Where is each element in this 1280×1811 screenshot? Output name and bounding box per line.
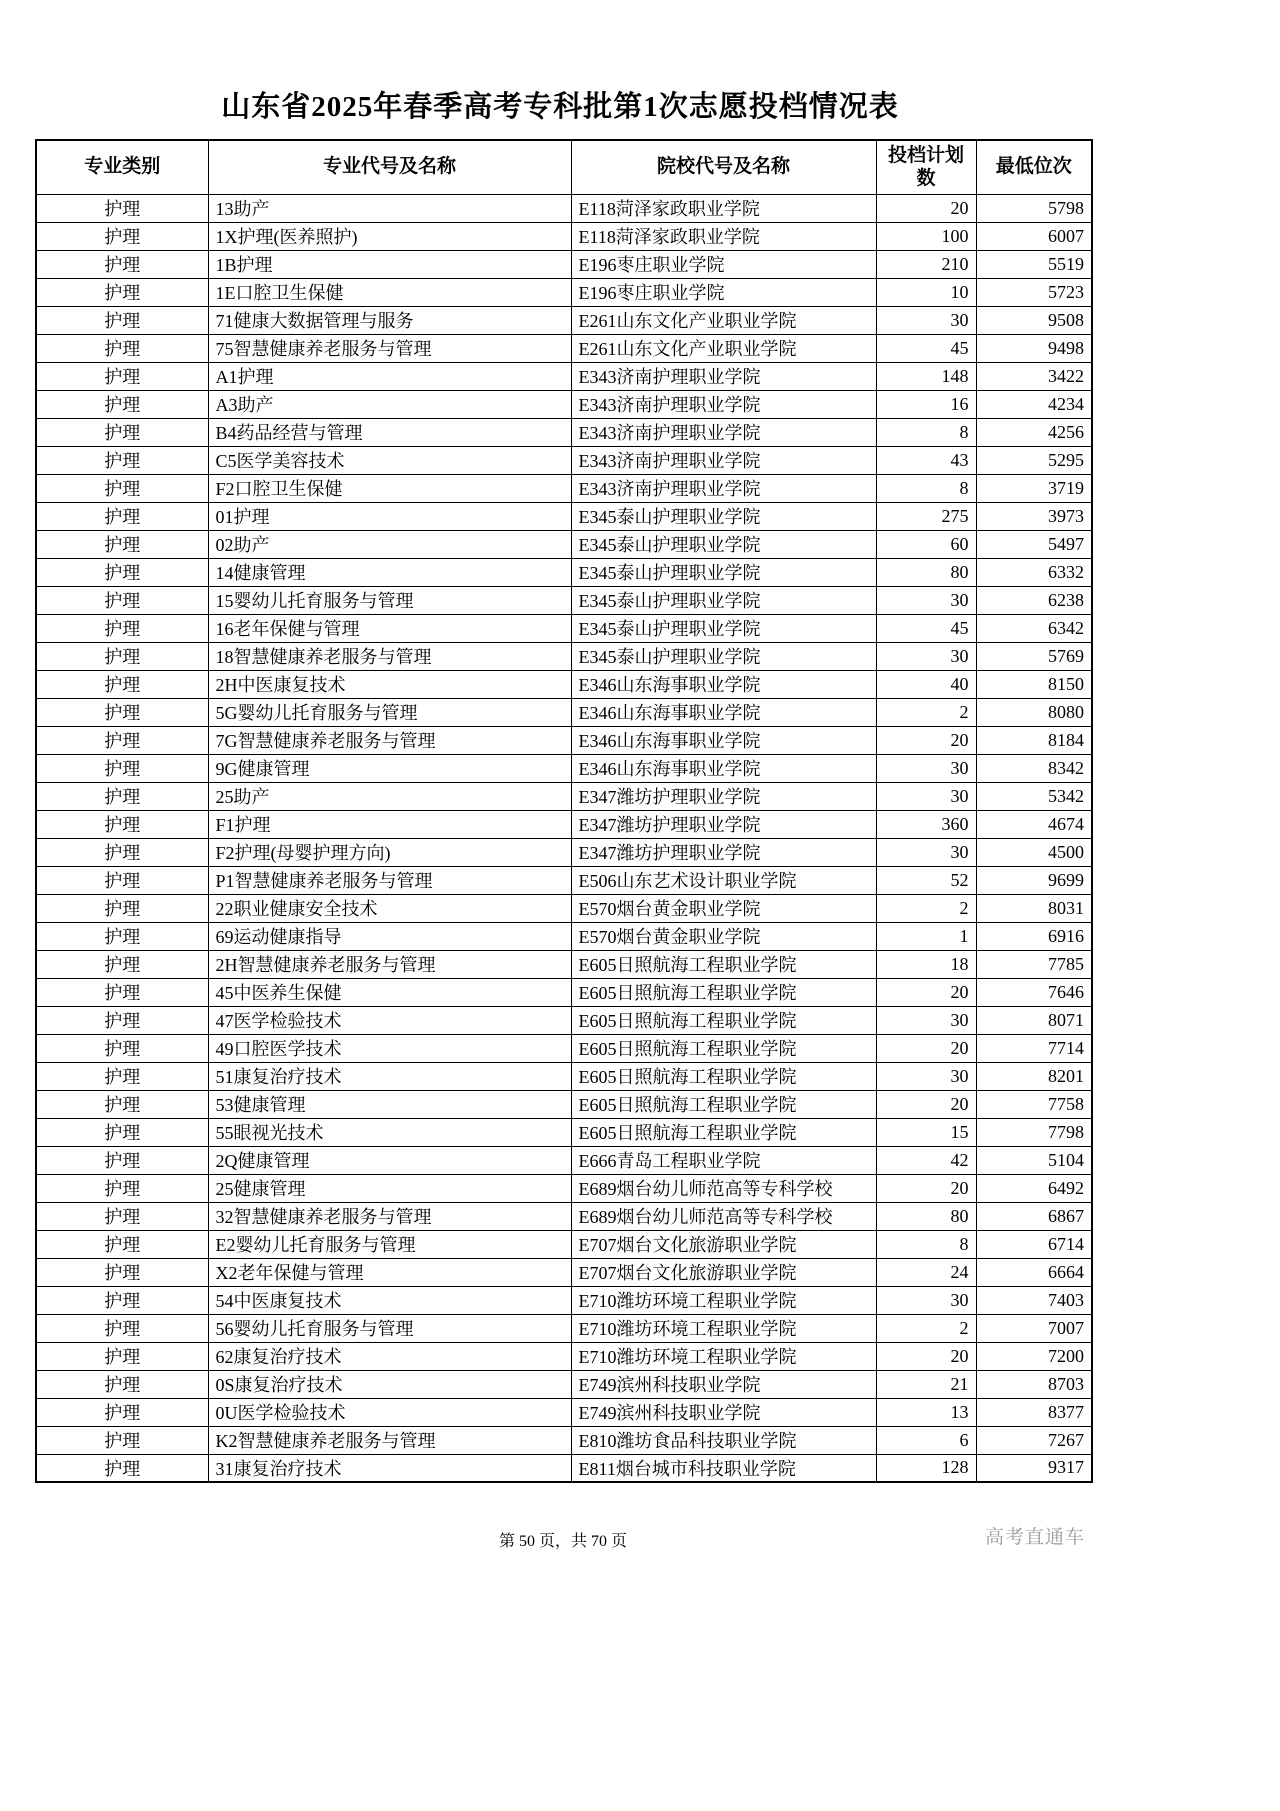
table-row xyxy=(36,1426,1092,1454)
cell-lowest-rank: 8071 xyxy=(976,1006,1092,1034)
cell-major: 18智慧健康养老服务与管理 xyxy=(208,642,571,670)
cell-major: 16老年保健与管理 xyxy=(208,614,571,642)
cell-lowest-rank: 8150 xyxy=(976,670,1092,698)
cell-category: 护理 xyxy=(36,726,208,754)
cell-college: E605日照航海工程职业学院 xyxy=(571,1006,876,1034)
cell-college: E346山东海事职业学院 xyxy=(571,726,876,754)
table-row xyxy=(36,1202,1092,1230)
cell-plan-count: 45 xyxy=(876,614,976,642)
cell-plan-count: 8 xyxy=(876,418,976,446)
cell-plan-count: 30 xyxy=(876,1286,976,1314)
cell-category: 护理 xyxy=(36,1118,208,1146)
cell-category: 护理 xyxy=(36,502,208,530)
cell-major: B4药品经营与管理 xyxy=(208,418,571,446)
cell-major: 51康复治疗技术 xyxy=(208,1062,571,1090)
table-row xyxy=(36,698,1092,726)
cell-college: E707烟台文化旅游职业学院 xyxy=(571,1230,876,1258)
cell-major: 1E口腔卫生保健 xyxy=(208,278,571,306)
cell-major: P1智慧健康养老服务与管理 xyxy=(208,866,571,894)
cell-lowest-rank: 5519 xyxy=(976,250,1092,278)
table-row xyxy=(36,362,1092,390)
admission-table xyxy=(35,139,1093,1483)
col-header-major: 专业代号及名称 xyxy=(208,140,571,194)
cell-lowest-rank: 7714 xyxy=(976,1034,1092,1062)
table-row xyxy=(36,1034,1092,1062)
cell-plan-count: 8 xyxy=(876,1230,976,1258)
cell-major: 25健康管理 xyxy=(208,1174,571,1202)
cell-plan-count: 360 xyxy=(876,810,976,838)
cell-category: 护理 xyxy=(36,446,208,474)
cell-college: E345泰山护理职业学院 xyxy=(571,502,876,530)
cell-major: F2护理(母婴护理方向) xyxy=(208,838,571,866)
cell-category: 护理 xyxy=(36,1062,208,1090)
cell-lowest-rank: 4500 xyxy=(976,838,1092,866)
cell-lowest-rank: 6007 xyxy=(976,222,1092,250)
cell-lowest-rank: 3719 xyxy=(976,474,1092,502)
cell-plan-count: 30 xyxy=(876,1062,976,1090)
cell-plan-count: 13 xyxy=(876,1398,976,1426)
cell-college: E343济南护理职业学院 xyxy=(571,390,876,418)
cell-plan-count: 275 xyxy=(876,502,976,530)
cell-major: 0U医学检验技术 xyxy=(208,1398,571,1426)
cell-plan-count: 52 xyxy=(876,866,976,894)
cell-plan-count: 30 xyxy=(876,306,976,334)
cell-lowest-rank: 4256 xyxy=(976,418,1092,446)
cell-plan-count: 30 xyxy=(876,838,976,866)
table-row xyxy=(36,194,1092,222)
cell-plan-count: 20 xyxy=(876,978,976,1006)
cell-major: 9G健康管理 xyxy=(208,754,571,782)
table-row xyxy=(36,810,1092,838)
cell-college: E343济南护理职业学院 xyxy=(571,446,876,474)
cell-lowest-rank: 8184 xyxy=(976,726,1092,754)
table-row xyxy=(36,390,1092,418)
table-row xyxy=(36,334,1092,362)
table-row xyxy=(36,1286,1092,1314)
cell-category: 护理 xyxy=(36,866,208,894)
cell-lowest-rank: 8031 xyxy=(976,894,1092,922)
cell-category: 护理 xyxy=(36,754,208,782)
cell-major: 31康复治疗技术 xyxy=(208,1454,571,1482)
table-row xyxy=(36,1314,1092,1342)
cell-lowest-rank: 5104 xyxy=(976,1146,1092,1174)
cell-college: E605日照航海工程职业学院 xyxy=(571,978,876,1006)
table-row xyxy=(36,642,1092,670)
cell-plan-count: 30 xyxy=(876,1006,976,1034)
table-header-row xyxy=(36,140,1092,194)
cell-college: E666青岛工程职业学院 xyxy=(571,1146,876,1174)
table-row xyxy=(36,418,1092,446)
cell-category: 护理 xyxy=(36,810,208,838)
cell-category: 护理 xyxy=(36,1146,208,1174)
cell-major: 53健康管理 xyxy=(208,1090,571,1118)
cell-major: 47医学检验技术 xyxy=(208,1006,571,1034)
cell-plan-count: 30 xyxy=(876,754,976,782)
cell-plan-count: 60 xyxy=(876,530,976,558)
table-row xyxy=(36,530,1092,558)
cell-college: E605日照航海工程职业学院 xyxy=(571,1062,876,1090)
cell-lowest-rank: 6238 xyxy=(976,586,1092,614)
cell-plan-count: 18 xyxy=(876,950,976,978)
cell-major: 54中医康复技术 xyxy=(208,1286,571,1314)
cell-college: E347潍坊护理职业学院 xyxy=(571,810,876,838)
cell-category: 护理 xyxy=(36,614,208,642)
cell-plan-count: 1 xyxy=(876,922,976,950)
col-header-plan-count: 投档计划数 xyxy=(876,140,976,194)
cell-college: E261山东文化产业职业学院 xyxy=(571,306,876,334)
cell-college: E710潍坊环境工程职业学院 xyxy=(571,1286,876,1314)
cell-college: E707烟台文化旅游职业学院 xyxy=(571,1258,876,1286)
cell-major: 49口腔医学技术 xyxy=(208,1034,571,1062)
cell-lowest-rank: 4234 xyxy=(976,390,1092,418)
table-row xyxy=(36,614,1092,642)
cell-college: E346山东海事职业学院 xyxy=(571,670,876,698)
cell-category: 护理 xyxy=(36,1090,208,1118)
cell-college: E689烟台幼儿师范高等专科学校 xyxy=(571,1202,876,1230)
cell-plan-count: 2 xyxy=(876,1314,976,1342)
cell-category: 护理 xyxy=(36,1314,208,1342)
table-row xyxy=(36,558,1092,586)
cell-college: E196枣庄职业学院 xyxy=(571,278,876,306)
cell-college: E570烟台黄金职业学院 xyxy=(571,922,876,950)
cell-major: 15婴幼儿托育服务与管理 xyxy=(208,586,571,614)
table-row xyxy=(36,754,1092,782)
cell-college: E749滨州科技职业学院 xyxy=(571,1398,876,1426)
table-row xyxy=(36,586,1092,614)
cell-category: 护理 xyxy=(36,782,208,810)
cell-category: 护理 xyxy=(36,306,208,334)
table-row xyxy=(36,1230,1092,1258)
cell-plan-count: 20 xyxy=(876,1090,976,1118)
cell-major: 1B护理 xyxy=(208,250,571,278)
cell-college: E196枣庄职业学院 xyxy=(571,250,876,278)
cell-lowest-rank: 8703 xyxy=(976,1370,1092,1398)
cell-major: 62康复治疗技术 xyxy=(208,1342,571,1370)
cell-college: E345泰山护理职业学院 xyxy=(571,530,876,558)
cell-category: 护理 xyxy=(36,250,208,278)
cell-category: 护理 xyxy=(36,978,208,1006)
cell-major: 2Q健康管理 xyxy=(208,1146,571,1174)
cell-lowest-rank: 6714 xyxy=(976,1230,1092,1258)
cell-plan-count: 20 xyxy=(876,1342,976,1370)
cell-lowest-rank: 6664 xyxy=(976,1258,1092,1286)
cell-lowest-rank: 5342 xyxy=(976,782,1092,810)
cell-lowest-rank: 7267 xyxy=(976,1426,1092,1454)
cell-major: 32智慧健康养老服务与管理 xyxy=(208,1202,571,1230)
cell-category: 护理 xyxy=(36,558,208,586)
cell-category: 护理 xyxy=(36,1426,208,1454)
cell-major: 01护理 xyxy=(208,502,571,530)
cell-major: 56婴幼儿托育服务与管理 xyxy=(208,1314,571,1342)
cell-major: E2婴幼儿托育服务与管理 xyxy=(208,1230,571,1258)
cell-major: X2老年保健与管理 xyxy=(208,1258,571,1286)
cell-lowest-rank: 5497 xyxy=(976,530,1092,558)
cell-college: E118菏泽家政职业学院 xyxy=(571,222,876,250)
cell-major: 69运动健康指导 xyxy=(208,922,571,950)
table-row xyxy=(36,446,1092,474)
table-row xyxy=(36,1118,1092,1146)
table-row xyxy=(36,306,1092,334)
cell-major: 14健康管理 xyxy=(208,558,571,586)
cell-college: E605日照航海工程职业学院 xyxy=(571,950,876,978)
cell-category: 护理 xyxy=(36,1034,208,1062)
cell-plan-count: 16 xyxy=(876,390,976,418)
cell-major: K2智慧健康养老服务与管理 xyxy=(208,1426,571,1454)
col-header-college: 院校代号及名称 xyxy=(571,140,876,194)
table-row xyxy=(36,894,1092,922)
col-header-lowest-rank: 最低位次 xyxy=(976,140,1092,194)
table-row xyxy=(36,1174,1092,1202)
cell-lowest-rank: 7403 xyxy=(976,1286,1092,1314)
cell-lowest-rank: 7200 xyxy=(976,1342,1092,1370)
cell-plan-count: 30 xyxy=(876,586,976,614)
cell-plan-count: 6 xyxy=(876,1426,976,1454)
table-row xyxy=(36,838,1092,866)
cell-major: 22职业健康安全技术 xyxy=(208,894,571,922)
table-row xyxy=(36,222,1092,250)
table-row xyxy=(36,1398,1092,1426)
cell-category: 护理 xyxy=(36,1202,208,1230)
table-row xyxy=(36,474,1092,502)
cell-college: E506山东艺术设计职业学院 xyxy=(571,866,876,894)
cell-major: 2H中医康复技术 xyxy=(208,670,571,698)
cell-plan-count: 43 xyxy=(876,446,976,474)
cell-college: E118菏泽家政职业学院 xyxy=(571,194,876,222)
cell-college: E570烟台黄金职业学院 xyxy=(571,894,876,922)
cell-college: E811烟台城市科技职业学院 xyxy=(571,1454,876,1482)
cell-category: 护理 xyxy=(36,838,208,866)
cell-college: E345泰山护理职业学院 xyxy=(571,642,876,670)
cell-college: E343济南护理职业学院 xyxy=(571,362,876,390)
table-row xyxy=(36,1006,1092,1034)
cell-plan-count: 20 xyxy=(876,1034,976,1062)
cell-category: 护理 xyxy=(36,950,208,978)
cell-plan-count: 2 xyxy=(876,698,976,726)
table-row xyxy=(36,1370,1092,1398)
cell-lowest-rank: 5798 xyxy=(976,194,1092,222)
admission-table-wrapper xyxy=(35,139,1091,1483)
cell-plan-count: 24 xyxy=(876,1258,976,1286)
watermark-text: 高考直通车 xyxy=(985,1527,1086,1548)
table-row xyxy=(36,502,1092,530)
cell-lowest-rank: 6867 xyxy=(976,1202,1092,1230)
table-row xyxy=(36,250,1092,278)
cell-lowest-rank: 6342 xyxy=(976,614,1092,642)
cell-plan-count: 21 xyxy=(876,1370,976,1398)
cell-category: 护理 xyxy=(36,1006,208,1034)
cell-plan-count: 20 xyxy=(876,726,976,754)
cell-college: E710潍坊环境工程职业学院 xyxy=(571,1342,876,1370)
cell-lowest-rank: 5723 xyxy=(976,278,1092,306)
page-number-footer: 第 50 页，共 70 页 xyxy=(498,1533,627,1550)
cell-lowest-rank: 6332 xyxy=(976,558,1092,586)
cell-category: 护理 xyxy=(36,1174,208,1202)
cell-category: 护理 xyxy=(36,1230,208,1258)
cell-college: E346山东海事职业学院 xyxy=(571,754,876,782)
table-row xyxy=(36,278,1092,306)
cell-lowest-rank: 5769 xyxy=(976,642,1092,670)
cell-lowest-rank: 6916 xyxy=(976,922,1092,950)
table-row xyxy=(36,1146,1092,1174)
cell-category: 护理 xyxy=(36,278,208,306)
cell-college: E345泰山护理职业学院 xyxy=(571,614,876,642)
cell-plan-count: 8 xyxy=(876,474,976,502)
cell-college: E347潍坊护理职业学院 xyxy=(571,838,876,866)
table-row xyxy=(36,1090,1092,1118)
cell-lowest-rank: 7798 xyxy=(976,1118,1092,1146)
cell-college: E749滨州科技职业学院 xyxy=(571,1370,876,1398)
table-row xyxy=(36,782,1092,810)
cell-major: 02助产 xyxy=(208,530,571,558)
cell-category: 护理 xyxy=(36,642,208,670)
cell-lowest-rank: 3422 xyxy=(976,362,1092,390)
cell-category: 护理 xyxy=(36,698,208,726)
cell-category: 护理 xyxy=(36,334,208,362)
cell-plan-count: 80 xyxy=(876,558,976,586)
cell-lowest-rank: 9498 xyxy=(976,334,1092,362)
table-row xyxy=(36,922,1092,950)
cell-major: A1护理 xyxy=(208,362,571,390)
cell-college: E261山东文化产业职业学院 xyxy=(571,334,876,362)
cell-category: 护理 xyxy=(36,390,208,418)
cell-lowest-rank: 4674 xyxy=(976,810,1092,838)
cell-plan-count: 20 xyxy=(876,194,976,222)
table-row xyxy=(36,950,1092,978)
cell-major: 55眼视光技术 xyxy=(208,1118,571,1146)
table-row xyxy=(36,1258,1092,1286)
cell-lowest-rank: 7007 xyxy=(976,1314,1092,1342)
cell-plan-count: 80 xyxy=(876,1202,976,1230)
cell-college: E710潍坊环境工程职业学院 xyxy=(571,1314,876,1342)
cell-plan-count: 15 xyxy=(876,1118,976,1146)
page-title: 山东省2025年春季高考专科批第1次志愿投档情况表 xyxy=(221,91,899,123)
cell-category: 护理 xyxy=(36,1258,208,1286)
cell-plan-count: 20 xyxy=(876,1174,976,1202)
cell-lowest-rank: 9508 xyxy=(976,306,1092,334)
cell-category: 护理 xyxy=(36,474,208,502)
table-row xyxy=(36,1062,1092,1090)
cell-category: 护理 xyxy=(36,922,208,950)
cell-major: 71健康大数据管理与服务 xyxy=(208,306,571,334)
cell-category: 护理 xyxy=(36,362,208,390)
cell-major: 7G智慧健康养老服务与管理 xyxy=(208,726,571,754)
cell-major: F2口腔卫生保健 xyxy=(208,474,571,502)
cell-category: 护理 xyxy=(36,1398,208,1426)
cell-college: E347潍坊护理职业学院 xyxy=(571,782,876,810)
cell-lowest-rank: 3973 xyxy=(976,502,1092,530)
cell-college: E689烟台幼儿师范高等专科学校 xyxy=(571,1174,876,1202)
cell-lowest-rank: 8342 xyxy=(976,754,1092,782)
cell-plan-count: 100 xyxy=(876,222,976,250)
cell-college: E345泰山护理职业学院 xyxy=(571,558,876,586)
cell-category: 护理 xyxy=(36,670,208,698)
cell-plan-count: 128 xyxy=(876,1454,976,1482)
cell-category: 护理 xyxy=(36,530,208,558)
table-row xyxy=(36,670,1092,698)
cell-plan-count: 2 xyxy=(876,894,976,922)
cell-lowest-rank: 7646 xyxy=(976,978,1092,1006)
cell-category: 护理 xyxy=(36,586,208,614)
cell-major: F1护理 xyxy=(208,810,571,838)
table-row xyxy=(36,1342,1092,1370)
cell-major: 45中医养生保健 xyxy=(208,978,571,1006)
cell-major: 25助产 xyxy=(208,782,571,810)
cell-college: E346山东海事职业学院 xyxy=(571,698,876,726)
cell-category: 护理 xyxy=(36,222,208,250)
cell-college: E343济南护理职业学院 xyxy=(571,474,876,502)
cell-lowest-rank: 7785 xyxy=(976,950,1092,978)
cell-major: 1X护理(医养照护) xyxy=(208,222,571,250)
cell-plan-count: 45 xyxy=(876,334,976,362)
cell-plan-count: 42 xyxy=(876,1146,976,1174)
cell-college: E810潍坊食品科技职业学院 xyxy=(571,1426,876,1454)
cell-plan-count: 10 xyxy=(876,278,976,306)
cell-college: E605日照航海工程职业学院 xyxy=(571,1034,876,1062)
cell-college: E343济南护理职业学院 xyxy=(571,418,876,446)
cell-college: E605日照航海工程职业学院 xyxy=(571,1118,876,1146)
cell-major: 5G婴幼儿托育服务与管理 xyxy=(208,698,571,726)
cell-category: 护理 xyxy=(36,1454,208,1482)
cell-category: 护理 xyxy=(36,418,208,446)
table-row xyxy=(36,1454,1092,1482)
cell-college: E345泰山护理职业学院 xyxy=(571,586,876,614)
table-row xyxy=(36,866,1092,894)
cell-lowest-rank: 9317 xyxy=(976,1454,1092,1482)
cell-major: 13助产 xyxy=(208,194,571,222)
cell-major: 75智慧健康养老服务与管理 xyxy=(208,334,571,362)
cell-lowest-rank: 5295 xyxy=(976,446,1092,474)
cell-plan-count: 30 xyxy=(876,782,976,810)
cell-lowest-rank: 8201 xyxy=(976,1062,1092,1090)
cell-lowest-rank: 7758 xyxy=(976,1090,1092,1118)
cell-category: 护理 xyxy=(36,194,208,222)
cell-plan-count: 40 xyxy=(876,670,976,698)
cell-major: 0S康复治疗技术 xyxy=(208,1370,571,1398)
cell-major: A3助产 xyxy=(208,390,571,418)
cell-major: 2H智慧健康养老服务与管理 xyxy=(208,950,571,978)
table-row xyxy=(36,726,1092,754)
cell-lowest-rank: 8377 xyxy=(976,1398,1092,1426)
cell-lowest-rank: 6492 xyxy=(976,1174,1092,1202)
cell-plan-count: 210 xyxy=(876,250,976,278)
cell-plan-count: 148 xyxy=(876,362,976,390)
table-row xyxy=(36,978,1092,1006)
cell-category: 护理 xyxy=(36,1370,208,1398)
cell-college: E605日照航海工程职业学院 xyxy=(571,1090,876,1118)
cell-lowest-rank: 9699 xyxy=(976,866,1092,894)
col-header-category: 专业类别 xyxy=(36,140,208,194)
cell-category: 护理 xyxy=(36,1286,208,1314)
cell-category: 护理 xyxy=(36,894,208,922)
cell-major: C5医学美容技术 xyxy=(208,446,571,474)
cell-plan-count: 30 xyxy=(876,642,976,670)
cell-lowest-rank: 8080 xyxy=(976,698,1092,726)
cell-category: 护理 xyxy=(36,1342,208,1370)
